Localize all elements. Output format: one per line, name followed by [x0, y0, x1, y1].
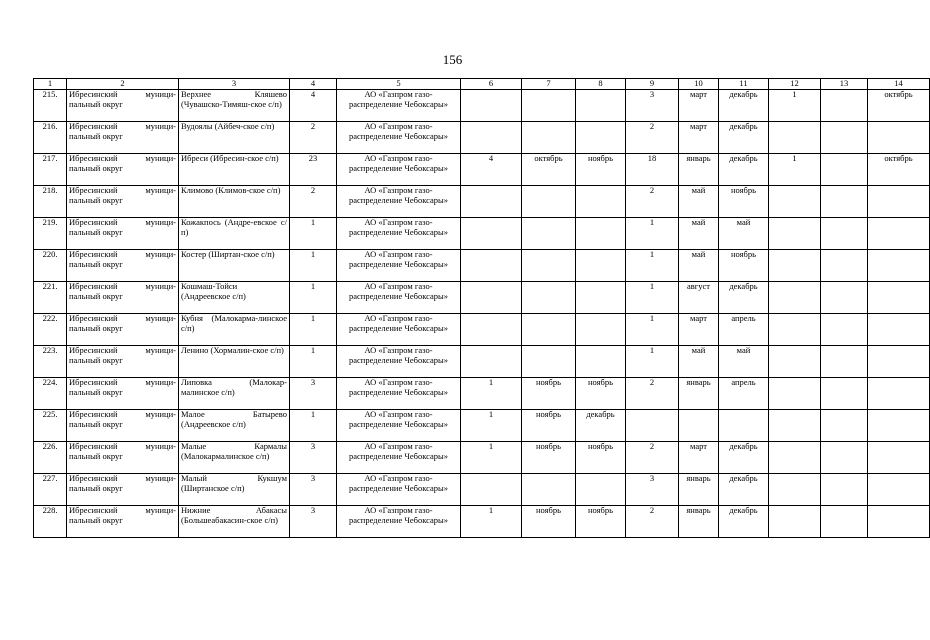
- table-row: [34, 410, 930, 442]
- municipal-district-cell: Ибресинский муници-пальный округ: [67, 346, 179, 378]
- organization-cell: АО «Газпром газо-распределение Чебоксары»: [337, 186, 461, 218]
- organization-cell: АО «Газпром газо-распределение Чебоксары»: [337, 474, 461, 506]
- table-row: [34, 442, 930, 474]
- count-total-cell: 1: [290, 250, 337, 282]
- count-col9-cell: 1: [626, 346, 679, 378]
- count-col9-cell: 2: [626, 506, 679, 538]
- month-end-col8-cell: декабрь: [576, 410, 626, 442]
- value-col13-cell: [821, 346, 868, 378]
- column-header-11: 11: [719, 79, 769, 90]
- count-total-cell: 1: [290, 218, 337, 250]
- value-col13-cell: [821, 154, 868, 186]
- column-header-2: 2: [67, 79, 179, 90]
- column-header-8: 8: [576, 79, 626, 90]
- row-number-cell: 228.: [34, 506, 67, 538]
- month-end-col8-cell: ноябрь: [576, 442, 626, 474]
- month-start-col7-cell: [522, 474, 576, 506]
- count-col12-cell: 1: [769, 154, 821, 186]
- row-number-cell: 216.: [34, 122, 67, 154]
- month-start-col10-cell: март: [679, 314, 719, 346]
- value-col13-cell: [821, 442, 868, 474]
- settlement-cell: Малый Кукшум (Ширтанское с/п): [179, 474, 290, 506]
- row-number-cell: 223.: [34, 346, 67, 378]
- count-total-cell: 3: [290, 474, 337, 506]
- value-col13-cell: [821, 186, 868, 218]
- row-number-cell: 221.: [34, 282, 67, 314]
- month-start-col10-cell: май: [679, 346, 719, 378]
- count-col9-cell: 2: [626, 442, 679, 474]
- month-start-col7-cell: [522, 346, 576, 378]
- municipal-district-cell: Ибресинский муници-пальный округ: [67, 122, 179, 154]
- municipal-district-cell: Ибресинский муници-пальный округ: [67, 506, 179, 538]
- month-end-col8-cell: [576, 346, 626, 378]
- month-start-col7-cell: [522, 282, 576, 314]
- table-row: [34, 506, 930, 538]
- settlement-cell: Кубня (Малокарма-линское с/п): [179, 314, 290, 346]
- count-col6-cell: [461, 218, 522, 250]
- column-header-1: 1: [34, 79, 67, 90]
- month-start-col7-cell: [522, 250, 576, 282]
- month-end-col11-cell: декабрь: [719, 506, 769, 538]
- row-number-cell: 218.: [34, 186, 67, 218]
- month-col14-cell: [868, 250, 930, 282]
- organization-cell: АО «Газпром газо-распределение Чебоксары»: [337, 250, 461, 282]
- count-col9-cell: 3: [626, 90, 679, 122]
- settlement-cell: Нижние Абакасы (Большеабакасин-ское с/п): [179, 506, 290, 538]
- table-row: [34, 154, 930, 186]
- organization-cell: АО «Газпром газо-распределение Чебоксары»: [337, 346, 461, 378]
- month-col14-cell: [868, 314, 930, 346]
- month-col14-cell: [868, 506, 930, 538]
- municipal-district-cell: Ибресинский муници-пальный округ: [67, 442, 179, 474]
- month-start-col10-cell: май: [679, 218, 719, 250]
- month-end-col8-cell: [576, 314, 626, 346]
- month-end-col11-cell: декабрь: [719, 474, 769, 506]
- month-start-col7-cell: ноябрь: [522, 410, 576, 442]
- column-header-5: 5: [337, 79, 461, 90]
- count-col12-cell: [769, 506, 821, 538]
- count-col12-cell: [769, 282, 821, 314]
- municipal-district-cell: Ибресинский муници-пальный округ: [67, 474, 179, 506]
- month-start-col10-cell: январь: [679, 506, 719, 538]
- month-end-col11-cell: декабрь: [719, 154, 769, 186]
- organization-cell: АО «Газпром газо-распределение Чебоксары»: [337, 314, 461, 346]
- table-row: [34, 218, 930, 250]
- table-body: [34, 90, 930, 538]
- column-header-9: 9: [626, 79, 679, 90]
- table-row: [34, 250, 930, 282]
- count-col12-cell: [769, 378, 821, 410]
- month-end-col11-cell: декабрь: [719, 90, 769, 122]
- month-col14-cell: [868, 410, 930, 442]
- count-col6-cell: 1: [461, 506, 522, 538]
- organization-cell: АО «Газпром газо-распределение Чебоксары»: [337, 506, 461, 538]
- municipal-district-cell: Ибресинский муници-пальный округ: [67, 154, 179, 186]
- month-col14-cell: октябрь: [868, 154, 930, 186]
- column-header-4: 4: [290, 79, 337, 90]
- value-col13-cell: [821, 250, 868, 282]
- count-col9-cell: 2: [626, 186, 679, 218]
- month-start-col7-cell: [522, 218, 576, 250]
- month-end-col11-cell: май: [719, 218, 769, 250]
- count-col12-cell: [769, 410, 821, 442]
- row-number-cell: 215.: [34, 90, 67, 122]
- count-col6-cell: [461, 122, 522, 154]
- count-col9-cell: 2: [626, 378, 679, 410]
- month-start-col7-cell: ноябрь: [522, 506, 576, 538]
- month-end-col11-cell: ноябрь: [719, 250, 769, 282]
- row-number-cell: 227.: [34, 474, 67, 506]
- row-number-cell: 220.: [34, 250, 67, 282]
- row-number-cell: 226.: [34, 442, 67, 474]
- count-total-cell: 1: [290, 314, 337, 346]
- month-end-col8-cell: [576, 250, 626, 282]
- value-col13-cell: [821, 218, 868, 250]
- data-table: [33, 78, 930, 538]
- organization-cell: АО «Газпром газо-распределение Чебоксары»: [337, 442, 461, 474]
- settlement-cell: Малое Батырево (Андреевское с/п): [179, 410, 290, 442]
- month-start-col10-cell: март: [679, 90, 719, 122]
- month-start-col10-cell: март: [679, 122, 719, 154]
- municipal-district-cell: Ибресинский муници-пальный округ: [67, 282, 179, 314]
- count-total-cell: 4: [290, 90, 337, 122]
- month-start-col10-cell: [679, 410, 719, 442]
- count-col6-cell: [461, 474, 522, 506]
- month-col14-cell: [868, 218, 930, 250]
- count-col12-cell: [769, 250, 821, 282]
- column-header-13: 13: [821, 79, 868, 90]
- count-total-cell: 23: [290, 154, 337, 186]
- row-number-cell: 217.: [34, 154, 67, 186]
- organization-cell: АО «Газпром газо-распределение Чебоксары»: [337, 154, 461, 186]
- settlement-cell: Кошмаш-Тойси (Андреевское с/п): [179, 282, 290, 314]
- count-col12-cell: [769, 474, 821, 506]
- month-end-col11-cell: декабрь: [719, 442, 769, 474]
- month-end-col8-cell: [576, 218, 626, 250]
- count-col6-cell: 1: [461, 410, 522, 442]
- settlement-cell: Кожакпось (Андре-евское с/п): [179, 218, 290, 250]
- column-header-14: 14: [868, 79, 930, 90]
- count-total-cell: 3: [290, 378, 337, 410]
- count-col6-cell: [461, 314, 522, 346]
- column-header-7: 7: [522, 79, 576, 90]
- column-header-6: 6: [461, 79, 522, 90]
- column-header-12: 12: [769, 79, 821, 90]
- row-number-cell: 225.: [34, 410, 67, 442]
- table-row: [34, 122, 930, 154]
- column-header-10: 10: [679, 79, 719, 90]
- table-row: [34, 474, 930, 506]
- organization-cell: АО «Газпром газо-распределение Чебоксары»: [337, 218, 461, 250]
- settlement-cell: Климово (Климов-ское с/п): [179, 186, 290, 218]
- value-col13-cell: [821, 474, 868, 506]
- month-col14-cell: [868, 378, 930, 410]
- count-total-cell: 1: [290, 282, 337, 314]
- municipal-district-cell: Ибресинский муници-пальный округ: [67, 314, 179, 346]
- municipal-district-cell: Ибресинский муници-пальный округ: [67, 250, 179, 282]
- table-row: [34, 378, 930, 410]
- count-col6-cell: [461, 90, 522, 122]
- count-col12-cell: [769, 442, 821, 474]
- month-end-col8-cell: ноябрь: [576, 378, 626, 410]
- month-end-col8-cell: [576, 122, 626, 154]
- month-col14-cell: октябрь: [868, 90, 930, 122]
- settlement-cell: Костер (Ширтан-ское с/п): [179, 250, 290, 282]
- municipal-district-cell: Ибресинский муници-пальный округ: [67, 186, 179, 218]
- month-start-col7-cell: ноябрь: [522, 442, 576, 474]
- month-start-col7-cell: [522, 122, 576, 154]
- month-col14-cell: [868, 282, 930, 314]
- month-end-col11-cell: декабрь: [719, 122, 769, 154]
- count-col12-cell: [769, 122, 821, 154]
- row-number-cell: 219.: [34, 218, 67, 250]
- month-end-col11-cell: [719, 410, 769, 442]
- month-start-col7-cell: [522, 90, 576, 122]
- value-col13-cell: [821, 410, 868, 442]
- month-end-col8-cell: [576, 282, 626, 314]
- settlement-cell: Ибреси (Ибресин-ское с/п): [179, 154, 290, 186]
- month-start-col10-cell: январь: [679, 378, 719, 410]
- month-end-col11-cell: ноябрь: [719, 186, 769, 218]
- count-col9-cell: 18: [626, 154, 679, 186]
- organization-cell: АО «Газпром газо-распределение Чебоксары»: [337, 410, 461, 442]
- count-col6-cell: 1: [461, 442, 522, 474]
- count-col6-cell: 4: [461, 154, 522, 186]
- count-total-cell: 1: [290, 410, 337, 442]
- organization-cell: АО «Газпром газо-распределение Чебоксары»: [337, 378, 461, 410]
- header-row: [34, 79, 930, 90]
- month-col14-cell: [868, 474, 930, 506]
- count-col12-cell: [769, 314, 821, 346]
- value-col13-cell: [821, 506, 868, 538]
- month-col14-cell: [868, 186, 930, 218]
- count-col12-cell: [769, 218, 821, 250]
- municipal-district-cell: Ибресинский муници-пальный округ: [67, 90, 179, 122]
- month-end-col8-cell: ноябрь: [576, 506, 626, 538]
- count-total-cell: 1: [290, 346, 337, 378]
- value-col13-cell: [821, 314, 868, 346]
- page-number: 156: [442, 52, 463, 67]
- count-col12-cell: [769, 346, 821, 378]
- count-col6-cell: [461, 282, 522, 314]
- count-col9-cell: [626, 410, 679, 442]
- count-col9-cell: 1: [626, 218, 679, 250]
- month-start-col7-cell: [522, 314, 576, 346]
- month-start-col10-cell: август: [679, 282, 719, 314]
- row-number-cell: 222.: [34, 314, 67, 346]
- settlement-cell: Липовка (Малокар-малинское с/п): [179, 378, 290, 410]
- column-header-3: 3: [179, 79, 290, 90]
- organization-cell: АО «Газпром газо-распределение Чебоксары»: [337, 122, 461, 154]
- month-start-col10-cell: май: [679, 250, 719, 282]
- municipal-district-cell: Ибресинский муници-пальный округ: [67, 410, 179, 442]
- count-col6-cell: [461, 346, 522, 378]
- month-end-col11-cell: апрель: [719, 314, 769, 346]
- month-col14-cell: [868, 122, 930, 154]
- count-col12-cell: 1: [769, 90, 821, 122]
- value-col13-cell: [821, 378, 868, 410]
- count-total-cell: 2: [290, 122, 337, 154]
- month-col14-cell: [868, 442, 930, 474]
- value-col13-cell: [821, 122, 868, 154]
- row-number-cell: 224.: [34, 378, 67, 410]
- settlement-cell: Вудоялы (Айбеч-ское с/п): [179, 122, 290, 154]
- count-col6-cell: 1: [461, 378, 522, 410]
- count-col9-cell: 1: [626, 314, 679, 346]
- month-end-col8-cell: [576, 90, 626, 122]
- month-end-col8-cell: [576, 474, 626, 506]
- settlement-cell: Верхнее Кляшево (Чувашско-Тимяш-ское с/п): [179, 90, 290, 122]
- value-col13-cell: [821, 90, 868, 122]
- month-start-col10-cell: январь: [679, 154, 719, 186]
- organization-cell: АО «Газпром газо-распределение Чебоксары»: [337, 282, 461, 314]
- table-row: [34, 282, 930, 314]
- month-start-col7-cell: октябрь: [522, 154, 576, 186]
- organization-cell: АО «Газпром газо-распределение Чебоксары»: [337, 90, 461, 122]
- table-row: [34, 346, 930, 378]
- month-start-col7-cell: [522, 186, 576, 218]
- count-col9-cell: 1: [626, 282, 679, 314]
- count-col12-cell: [769, 186, 821, 218]
- month-end-col11-cell: декабрь: [719, 282, 769, 314]
- municipal-district-cell: Ибресинский муници-пальный округ: [67, 218, 179, 250]
- month-start-col7-cell: ноябрь: [522, 378, 576, 410]
- count-col9-cell: 3: [626, 474, 679, 506]
- count-col6-cell: [461, 250, 522, 282]
- month-end-col11-cell: апрель: [719, 378, 769, 410]
- table-row: [34, 90, 930, 122]
- count-col6-cell: [461, 186, 522, 218]
- month-end-col11-cell: май: [719, 346, 769, 378]
- month-start-col10-cell: май: [679, 186, 719, 218]
- table-header: [34, 79, 930, 90]
- table-row: [34, 186, 930, 218]
- municipal-district-cell: Ибресинский муници-пальный округ: [67, 378, 179, 410]
- settlement-cell: Малые Кармалы (Малокармалинское с/п): [179, 442, 290, 474]
- value-col13-cell: [821, 282, 868, 314]
- count-total-cell: 3: [290, 506, 337, 538]
- month-end-col8-cell: ноябрь: [576, 154, 626, 186]
- month-end-col8-cell: [576, 186, 626, 218]
- settlement-cell: Ленино (Хормалин-ское с/п): [179, 346, 290, 378]
- month-start-col10-cell: март: [679, 442, 719, 474]
- table-row: [34, 314, 930, 346]
- count-total-cell: 3: [290, 442, 337, 474]
- count-total-cell: 2: [290, 186, 337, 218]
- month-col14-cell: [868, 346, 930, 378]
- count-col9-cell: 2: [626, 122, 679, 154]
- count-col9-cell: 1: [626, 250, 679, 282]
- month-start-col10-cell: январь: [679, 474, 719, 506]
